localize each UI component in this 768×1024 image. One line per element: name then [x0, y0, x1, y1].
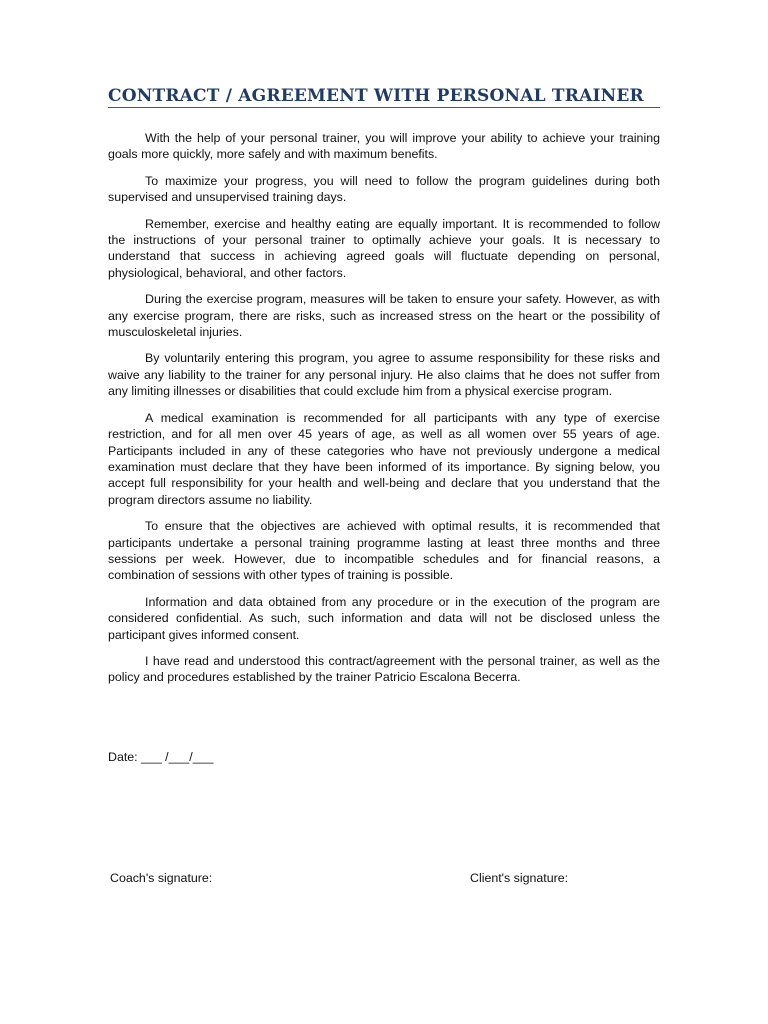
paragraph-2: To maximize your progress, you will need to follow the program guidelines during both supervised and unsupervised training days. [108, 173, 660, 205]
paragraph-6: A medical examination is recommended for all participants with any type of exercise restriction, and for all men over 45 years of age, as well as all women over 55 years of age. Participants included in any of these categories who have not previously undergone a medical examination must declare that they have been informed of its importance. By signing below, you accept full responsibility for your health and well-being and declare that you understand that the program directors assume no liability. [108, 410, 660, 507]
paragraph-9: I have read and understood this contract/agreement with the personal trainer, as well as the policy and procedures established by the trainer Patricio Escalona Becerra. [108, 653, 660, 685]
paragraph-4: During the exercise program, measures will be taken to ensure your safety. However, as with any exercise program, there are risks, such as increased stress on the heart or the possibility of musculoskeletal injuries. [108, 292, 660, 340]
paragraph-5: By voluntarily entering this program, you agree to assume responsibility for these risks and waive any liability to the trainer for any personal injury. He also claims that he does not suffer from any limiting illnesses or disabilities that could exclude him from a physical exercise program. [108, 351, 660, 399]
document-title: CONTRACT / AGREEMENT WITH PERSONAL TRAINER [108, 86, 660, 108]
document-body [108, 130, 660, 686]
document-page [108, 86, 660, 696]
paragraph-3: Remember, exercise and healthy eating are equally important. It is recommended to follow the instructions of your personal trainer to optimally achieve your goals. It is necessary to understand that success in achieving agreed goals will fluctuate depending on personal, physiological, behavioral, and other factors. [108, 216, 660, 280]
date-line: Date: ___ /___/___ [108, 750, 214, 764]
paragraph-7: To ensure that the objectives are achieved with optimal results, it is recommended that participants undertake a personal training programme lasting at least three months and three sessions per week. However, due to incompatible schedules and for financial reasons, a combination of sessions with other types of training is possible. [108, 519, 660, 583]
paragraph-8: Information and data obtained from any procedure or in the execution of the program are considered confidential. As such, such information and data will not be disclosed unless the participant gives informed consent. [108, 594, 660, 642]
coach-signature-label: Coach's signature: [110, 871, 213, 885]
paragraph-1: With the help of your personal trainer, you will improve your ability to achieve your training goals more quickly, more safely and with maximum benefits. [108, 131, 660, 162]
client-signature-label: Client's signature: [470, 871, 569, 885]
